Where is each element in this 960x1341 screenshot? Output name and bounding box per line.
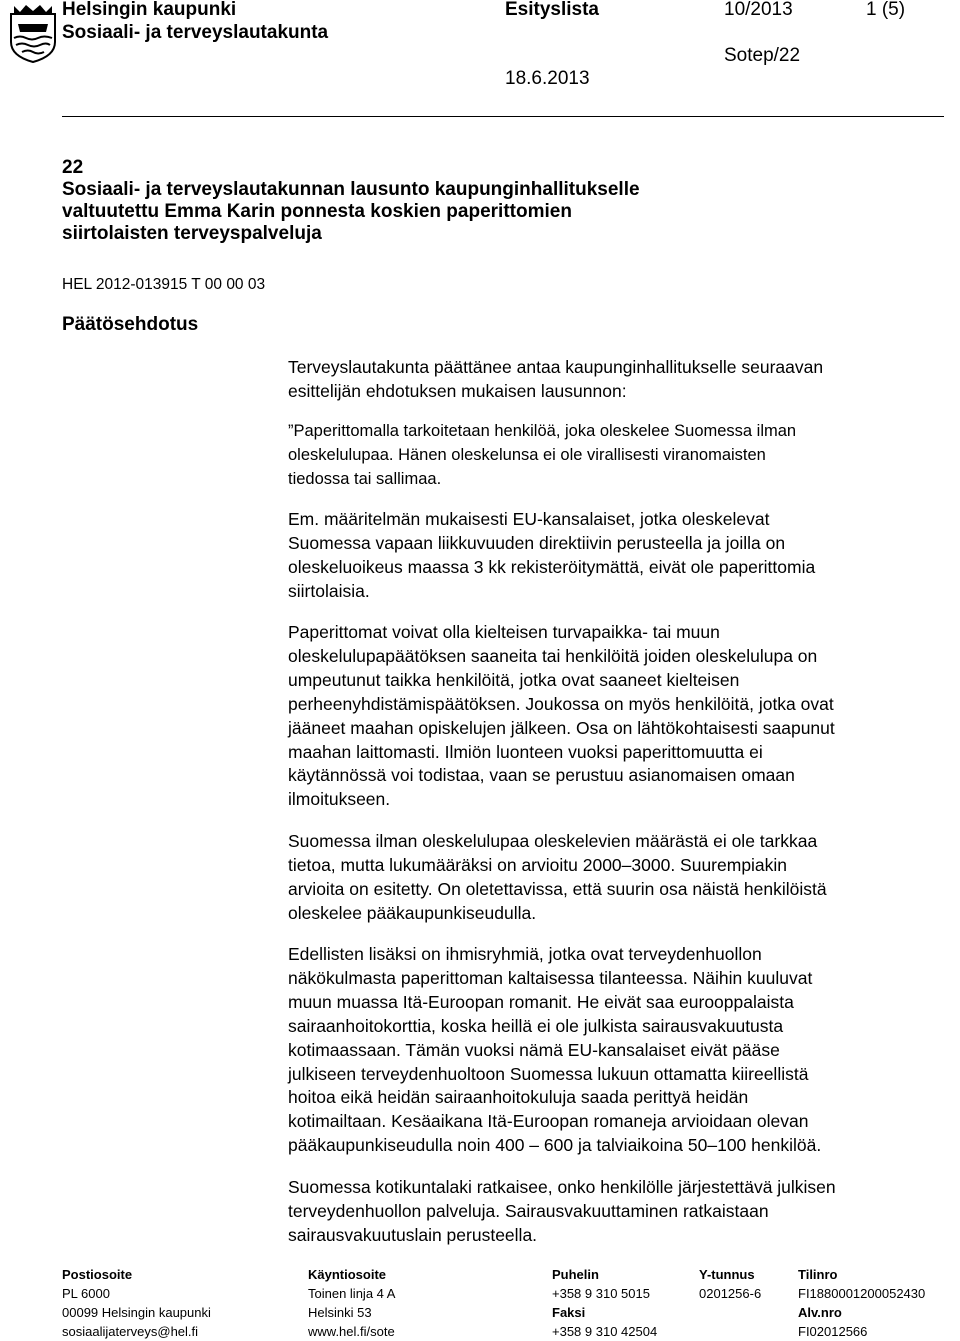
- text-line: Suomessa ilman oleskelulupaa oleskelevien määrästä ei ole tarkkaa: [288, 831, 818, 851]
- text-line: oleskelulupaa. Hänen oleskelunsa ei ole virallisesti viranomaisten: [288, 445, 766, 464]
- text-line: muun muassa Itä-Euroopan romanit. He eivät saa eurooppalaista: [288, 991, 794, 1012]
- footer-phone: [552, 1265, 657, 1341]
- text-line: Paperittomat voivat olla kielteisen turvapaikka- tai muun: [288, 622, 720, 642]
- footer-value: 00099 Helsingin kaupunki: [62, 1305, 211, 1320]
- item-title-line: valtuutettu Emma Karin ponnesta koskien paperittomien: [62, 201, 572, 222]
- paragraph: [288, 830, 948, 926]
- organization-name: Helsingin kaupunki: [62, 0, 237, 20]
- text-line: Suomessa vapaan liikkuvuuden direktiivin perusteella ja joilla on: [288, 532, 786, 553]
- footer-value: 0201256-6: [699, 1286, 762, 1301]
- section-heading: Päätösehdotus: [62, 314, 199, 335]
- item-title-line: siirtolaisten terveyspalveluja: [62, 223, 322, 244]
- item-number: 22: [62, 157, 84, 178]
- footer-label: Alv.nro: [798, 1305, 842, 1320]
- text-line: käytännössä voi todistaa, vaan se perustuu asianomaisen omaan: [288, 765, 795, 786]
- text-line: terveydenhuollon palveluja. Sairausvakuuttaminen ratkaistaan: [288, 1200, 769, 1221]
- board-name: Sosiaali- ja terveyslautakunta: [62, 22, 329, 43]
- text-line: sairaanhoitokorttia, koska heillä ei ole julkista sairausvakuutusta: [288, 1015, 784, 1036]
- footer-website-link[interactable]: www.hel.fi/sote: [308, 1324, 395, 1339]
- text-line: kotimaassaan. Tämän vuoksi nämä EU-kansalaiset eivät pääse: [288, 1039, 780, 1060]
- intro-paragraph: [288, 356, 948, 404]
- paragraph: [288, 1176, 948, 1248]
- text-line: Em. määritelmän mukaisesti EU-kansalaiset, jotka oleskelevat: [288, 509, 770, 529]
- text-line: pääkaupunkiseudulla noin 400 – 600 ja talviaikoina 50–100 henkilöä.: [288, 1135, 822, 1156]
- item-title-block: [62, 157, 640, 245]
- helsinki-coat-of-arms-logo: [8, 2, 58, 64]
- text-line: ilmoitukseen.: [288, 789, 391, 810]
- footer-value: FI02012566: [798, 1324, 868, 1339]
- text-line: oleskeluoikeus maassa 3 kk rekisteröitymättä, eivät ole paperittomia: [288, 556, 816, 577]
- footer-visiting-address: [308, 1265, 395, 1341]
- text-line: tietoa, mutta lukumääräksi on arvioitu 2000–3000. Suurempiakin: [288, 854, 788, 875]
- quoted-statement: [288, 420, 948, 492]
- text-line: esittelijän ehdotuksen mukaisen lausunnon:: [288, 380, 627, 401]
- paragraph: [288, 508, 948, 604]
- text-line: hoitoa eikä heidän sairaanhoitokuluja saada perittyä heidän: [288, 1087, 749, 1108]
- footer-label: Faksi: [552, 1305, 586, 1320]
- diary-number: HEL 2012-013915 T 00 00 03: [62, 276, 266, 293]
- footer-value: +358 9 310 5015: [552, 1286, 650, 1301]
- footer-label: Puhelin: [552, 1267, 599, 1282]
- text-line: kotimailtaan. Kesäaikana Itä-Euroopan romaneja arvioidaan olevan: [288, 1111, 809, 1132]
- item-title-line: Sosiaali- ja terveyslautakunnan lausunto kaupunginhallitukselle: [62, 179, 640, 200]
- paragraph: [288, 943, 948, 1158]
- text-line: Terveyslautakunta päättänee antaa kaupunginhallitukselle seuraavan: [288, 357, 824, 377]
- footer-value: PL 6000: [62, 1286, 110, 1301]
- text-line: oleskelulupapäätöksen saaneita tai henkilöitä joiden oleskelulupa on: [288, 645, 818, 666]
- text-line: siirtolaisia.: [288, 580, 370, 601]
- meeting-date: 18.6.2013: [505, 68, 590, 89]
- footer-value: Toinen linja 4 A: [308, 1286, 396, 1301]
- paragraph: [288, 621, 948, 812]
- text-line: tiedossa tai sallimaa.: [288, 469, 442, 488]
- text-line: arvioita on esitetty. On oletettavissa, että suurin osa näistä henkilöistä: [288, 878, 827, 899]
- footer-label: Postiosoite: [62, 1267, 133, 1282]
- text-line: ”Paperittomalla tarkoitetaan henkilöä, joka oleskelee Suomessa ilman: [288, 422, 797, 440]
- text-line: julkiseen terveydenhuoltoon Suomessa lukuun ottamatta kiireellistä: [288, 1063, 809, 1084]
- document-type: Esityslista: [505, 0, 599, 20]
- text-line: sairausvakuutuslain perusteella.: [288, 1224, 538, 1245]
- text-line: näkökulmasta paperittoman kaltaisessa tilanteessa. Näihin kuuluvat: [288, 967, 813, 988]
- footer-business-id: [699, 1265, 761, 1303]
- document-number: 10/2013: [724, 0, 793, 20]
- page-number: 1 (5): [866, 0, 906, 20]
- footer-label: Y-tunnus: [699, 1267, 755, 1282]
- footer-bank: [798, 1265, 925, 1341]
- footer-label: Tilinro: [798, 1267, 838, 1282]
- text-line: oleskelee pääkaupunkiseudulla.: [288, 902, 537, 923]
- header-divider: [62, 116, 944, 117]
- text-line: maahan laittomasti. Ilmiön luonteen vuoksi paperittomuutta ei: [288, 741, 763, 762]
- text-line: perheenyhdistämispäätöksen. Joukossa on myös henkilöitä, jotka ovat: [288, 693, 834, 714]
- text-line: umpeutunut taikka henkilöitä, jotka ovat saaneet kielteisen: [288, 669, 740, 690]
- text-line: Edellisten lisäksi on ihmisryhmiä, jotka ovat terveydenhuollon: [288, 944, 762, 964]
- footer-postal-address: [62, 1265, 211, 1341]
- footer-value: +358 9 310 42504: [552, 1324, 658, 1339]
- case-reference: Sotep/22: [724, 45, 801, 66]
- footer-email-link[interactable]: sosiaalijaterveys@hel.fi: [62, 1324, 199, 1339]
- footer-label: Käyntiosoite: [308, 1267, 387, 1282]
- text-line: jääneet maahan opiskelujen jälkeen. Osa on lähtökohtaisesti saapunut: [288, 717, 835, 738]
- text-line: Suomessa kotikuntalaki ratkaisee, onko henkilölle järjestettävä julkisen: [288, 1177, 836, 1197]
- footer-value: FI1880001200052430: [798, 1286, 926, 1301]
- footer-value: Helsinki 53: [308, 1305, 372, 1320]
